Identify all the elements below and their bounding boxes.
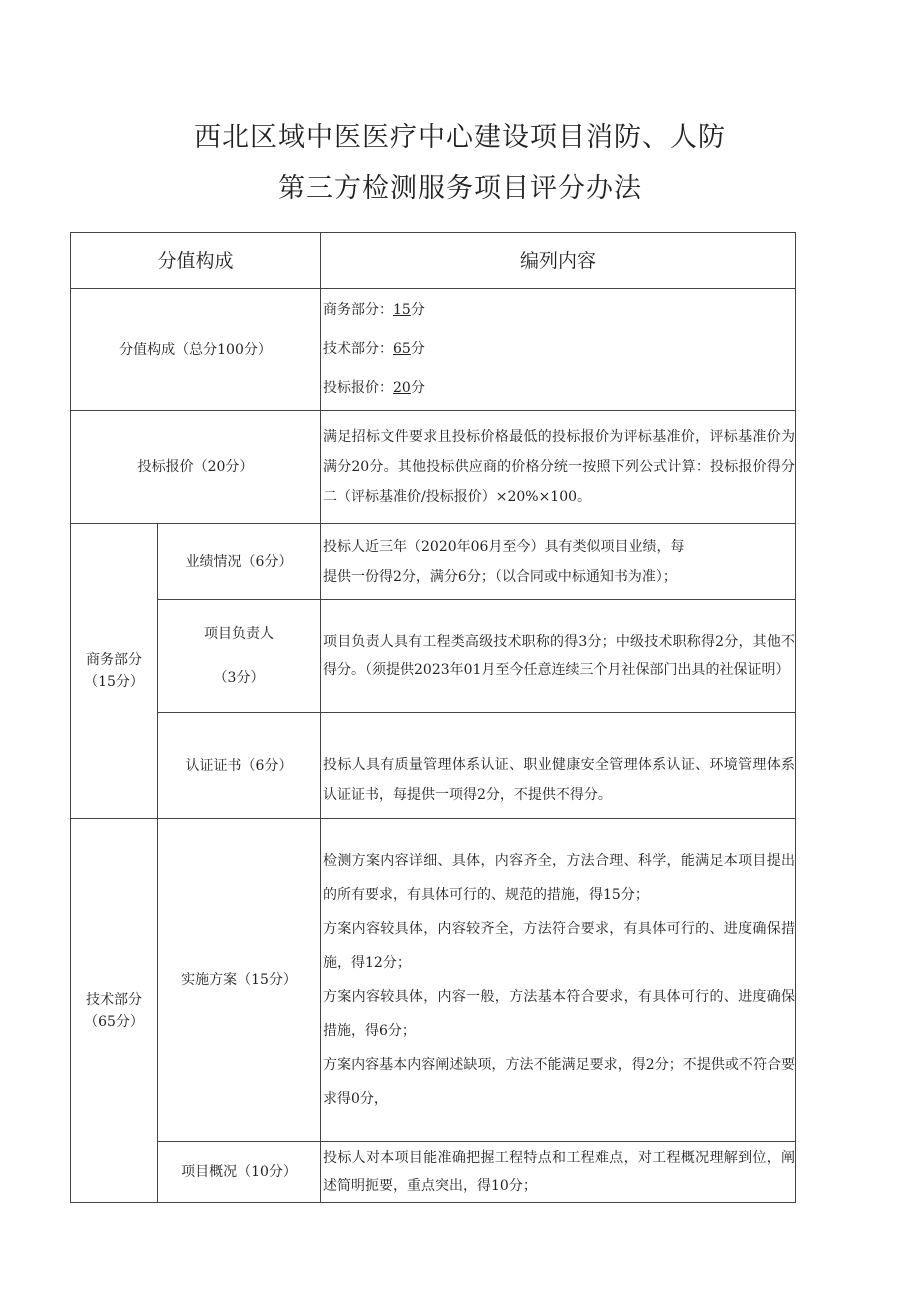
overview-content: 投标人对本项目能准确把握工程特点和工程难点，对工程概况理解到位，阐述简明扼要，重点突出，得10分； xyxy=(321,1142,796,1203)
composition-row xyxy=(71,289,796,411)
price-label: 投标报价（20分） xyxy=(71,411,321,524)
composition-label: 分值构成（总分100分） xyxy=(71,289,321,411)
header-composition: 分值构成 xyxy=(71,233,321,289)
document-title-line2: 第三方检测服务项目评分办法 xyxy=(278,173,642,204)
scoring-table xyxy=(70,232,796,1203)
business-row-certificates xyxy=(71,713,796,819)
technical-section-label: 技术部分（65分） xyxy=(71,819,158,1203)
manager-label: 项目负责人 （3分） xyxy=(158,600,321,713)
business-section-label: 商务部分（15分） xyxy=(71,524,158,819)
price-content: 满足招标文件要求且投标价格最低的投标报价为评标基准价，评标基准价为满分20分。其他投标供应商的价格分统一按照下列公式计算：投标报价得分二（评标基准价/投标报价）×20%×100。 xyxy=(321,411,796,524)
performance-label: 业绩情况（6分） xyxy=(158,524,321,600)
manager-content: 项目负责人具有工程类高级技术职称的得3分；中级技术职称得2分，其他不得分。（须提供2023年01月至今任意连续三个月社保部门出具的社保证明） xyxy=(321,600,796,713)
price-row xyxy=(71,411,796,524)
overview-label: 项目概况（10分） xyxy=(158,1142,321,1203)
business-row-manager xyxy=(71,600,796,713)
header-content: 编列内容 xyxy=(321,233,796,289)
composition-item: 商务部分：15分 xyxy=(323,302,425,318)
certificates-label: 认证证书（6分） xyxy=(158,713,321,819)
technical-row-plan xyxy=(71,819,796,1142)
certificates-content: 投标人具有质量管理体系认证、职业健康安全管理体系认证、环境管理体系认证证书，每提供一项得2分，不提供不得分。 xyxy=(321,713,796,819)
performance-content: 投标人近三年（2020年06月至今）具有类似项目业绩，每 提供一份得2分，满分6分；（以合同或中标通知书为准）； xyxy=(321,524,796,600)
composition-content xyxy=(321,289,796,411)
composition-item: 技术部分：65分 xyxy=(323,341,425,357)
table-header-row xyxy=(71,233,796,289)
plan-content: 检测方案内容详细、具体，内容齐全，方法合理、科学，能满足本项目提出的所有要求，有具体可行的、规范的措施，得15分； 方案内容较具体，内容较齐全，方法符合要求，有具体可行的、进度确保措施，得12分； 方案内容较具体，内容一般，方法基本符合要求，有具体可行的、进度确保措施，得6分； 方案内容基本内容阐述缺项，方法不能满足要求，得2分；不提供或不符合要求得0分， xyxy=(321,819,796,1142)
plan-label: 实施方案（15分） xyxy=(158,819,321,1142)
business-row-performance xyxy=(71,524,796,600)
technical-row-overview xyxy=(71,1142,796,1203)
document-title-line1: 西北区域中医医疗中心建设项目消防、人防 xyxy=(194,122,726,153)
composition-item: 投标报价：20分 xyxy=(323,380,425,396)
